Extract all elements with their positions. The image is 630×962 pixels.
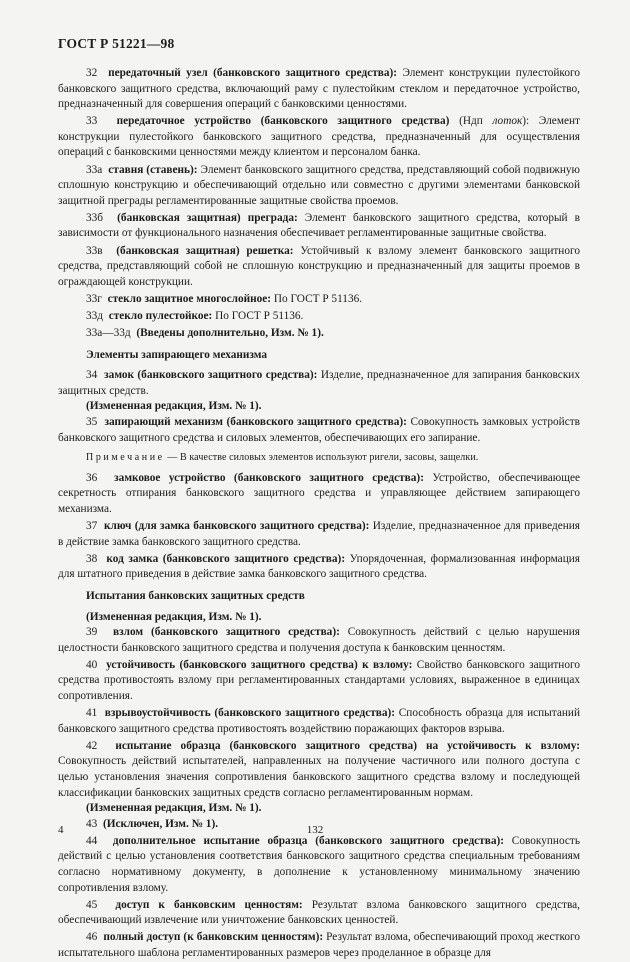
term-33a: 33а ставня (ставень): Элемент банковского защитного средства, представляющий собой подвижную сплошную конструкцию и обеспечивающий отдельно или совместно с другими элементами банковской защитной преграды регламентированные защитные свойства проемов. <box>58 163 580 207</box>
deprecated-term: лоток <box>492 115 523 128</box>
term-33v: 33в (банковская защитная) решетка: Устойчивый к взлому элемент банковского защитного средства, представляющий собой не сплошную конструкцию и предназначенный для защиты проемов в ограждающей конструкции. <box>58 244 580 288</box>
term-37: 37 ключ (для замка банковского защитного средства): Изделие, предназначенное для приведения в действие замка банковского защитного средства. <box>58 520 580 548</box>
term-name: ключ (для замка банковского защитного средства): <box>104 520 370 533</box>
note-label: Примечание <box>86 452 165 464</box>
page-number: 4 <box>58 824 64 836</box>
term-33d: 33д стекло пулестойкое: По ГОСТ Р 51136. <box>86 309 304 322</box>
term-name: стекло защитное многослойное: <box>107 292 272 305</box>
sheet-number: 132 <box>306 824 324 836</box>
term-name: запирающий механизм (банковского защитного средства): <box>104 415 407 428</box>
term-43: 43 (Исключен, Изм. № 1). <box>86 817 219 830</box>
term-33b: 33б (банковская защитная) преграда: Элемент банковского защитного средства, который в зависимости от функционального назначения обеспечивает регламентированные защитные свойства. <box>58 211 580 240</box>
term-32: 32 передаточный узел (банковского защитного средства): Элемент конструкции пулестойкого банковского защитного средства, включающий раму с пулестойким стеклом и передаточное устройство, предназначенный для совершения операций с банковскими ценностями. <box>58 67 580 111</box>
amendment-note: (Исключен, Изм. № 1). <box>102 817 219 830</box>
term-name: взлом (банковского защитного средства): <box>113 626 340 639</box>
term-name: полный доступ (к банковским ценностям): <box>103 931 324 944</box>
amendment-note: (Введены дополнительно, Изм. № 1). <box>136 327 324 339</box>
term-46: 46 полный доступ (к банковским ценностям): Результат взлома, обеспечивающий проход жесткого испытательного шаблона регламентированных размеров через проделанное в образце для <box>58 931 581 959</box>
term-name: передаточное устройство (банковского защитного средства) <box>116 115 450 128</box>
term-name: (банковская защитная) преграда: <box>117 211 298 224</box>
document-header: ГОСТ Р 51221—98 <box>58 36 175 51</box>
term-40: 40 устойчивость (банковского защитного средства) к взлому: Свойство банковского защитного средства противостоять взлому при регламентированных стандартами условиях, выраженное в единицах сопротивления. <box>58 658 580 702</box>
revision-note: (Измененная редакция, Изм. № 1). <box>86 400 262 413</box>
term-name: взрывоустойчивость (банковского защитного средства): <box>104 707 396 720</box>
term-42: 42 испытание образца (банковского защитного средства) на устойчивость к взлому: Совокупность действий испытателей, направленных на получение частичного или полного доступа с целью установления значения сопротивления банковского защитного средства взлому и последующей классификации банковских защитных средств согласно регламентированным нормам. <box>58 739 580 799</box>
term-44: 44 дополнительное испытание образца (банковского защитного средства): Совокупность действий с целью установления соответствия банковского защитного средства специальным требованиям согласно нормативному документу, в дополнение к установленному минимальному значению сопротивления взлому. <box>58 834 580 894</box>
revision-note: (Измененная редакция, Изм. № 1). <box>86 802 262 815</box>
term-36: 36 замковое устройство (банковского защитного средства): Устройство, обеспечивающее секретность отпирания банковского защитного средства и управляющее действием запирающего механизма. <box>58 471 580 515</box>
term-33a-33d: 33а—33д (Введены дополнительно, Изм. № 1). <box>86 327 324 339</box>
term-name: замок (банковского защитного средства): <box>104 369 318 382</box>
term-33: 33 передаточное устройство (банковского защитного средства) (Ндп лоток): Элемент конструкции пулестойкого банковского защитного средства, предназначенный для осуществления операций с банковскими ценностями между клиентом и персоналом банка. <box>58 115 580 159</box>
term-45: 45 доступ к банковским ценностям: Результат взлома банковского защитного средства, обеспечивающий извлечение или уничтожение банковских ценностей. <box>58 898 580 927</box>
term-34: 34 замок (банковского защитного средства): Изделие, предназначенное для запирания банковских защитных средств. <box>58 369 580 397</box>
term-name: испытание образца (банковского защитного средства) на устойчивость к взлому: <box>115 739 580 752</box>
term-name: передаточный узел (банковского защитного средства): <box>108 67 398 79</box>
term-name: устойчивость (банковского защитного средства) к взлому: <box>106 658 413 671</box>
section-heading-tests: Испытания банковских защитных средств <box>86 589 305 602</box>
term-name: (банковская защитная) решетка: <box>116 244 294 257</box>
term-39: 39 взлом (банковского защитного средства): Совокупность действий с целью нарушения целостности банковского защитного средства и получения доступа к банковским ценностям. <box>58 626 580 654</box>
term-38: 38 код замка (банковского защитного средства): Упорядоченная, формализованная информация для штатного приведения в действие замка банковского защитного средства. <box>58 552 580 581</box>
term-41: 41 взрывоустойчивость (банковского защитного средства): Способность образца для испытаний банковского защитного средства противостоять воздействию поражающих факторов взрыва. <box>58 707 580 735</box>
revision-note: (Измененная редакция, Изм. № 1). <box>86 610 262 623</box>
term-35: 35 запирающий механизм (банковского защитного средства): Совокупность замковых устройств банковского защитного средства и силовых элементов, обеспечивающих его запирание. <box>58 415 580 444</box>
term-name: доступ к банковским ценностям: <box>115 898 303 911</box>
term-name: стекло пулестойкое: <box>108 309 213 322</box>
term-name: дополнительное испытание образца (банковского защитного средства): <box>112 834 504 847</box>
note <box>58 450 580 466</box>
section-heading-lock: Элементы запирающего механизма <box>86 348 268 361</box>
term-name: ставня (ставень): <box>108 163 198 176</box>
term-name: замковое устройство (банковского защитного средства): <box>114 471 424 484</box>
term-name: код замка (банковского защитного средства): <box>106 552 346 565</box>
term-33g: 33г стекло защитное многослойное: По ГОСТ Р 51136. <box>86 292 363 305</box>
note-text: — В качестве силовых элементов используют ригели, засовы, защелки. <box>164 452 479 464</box>
